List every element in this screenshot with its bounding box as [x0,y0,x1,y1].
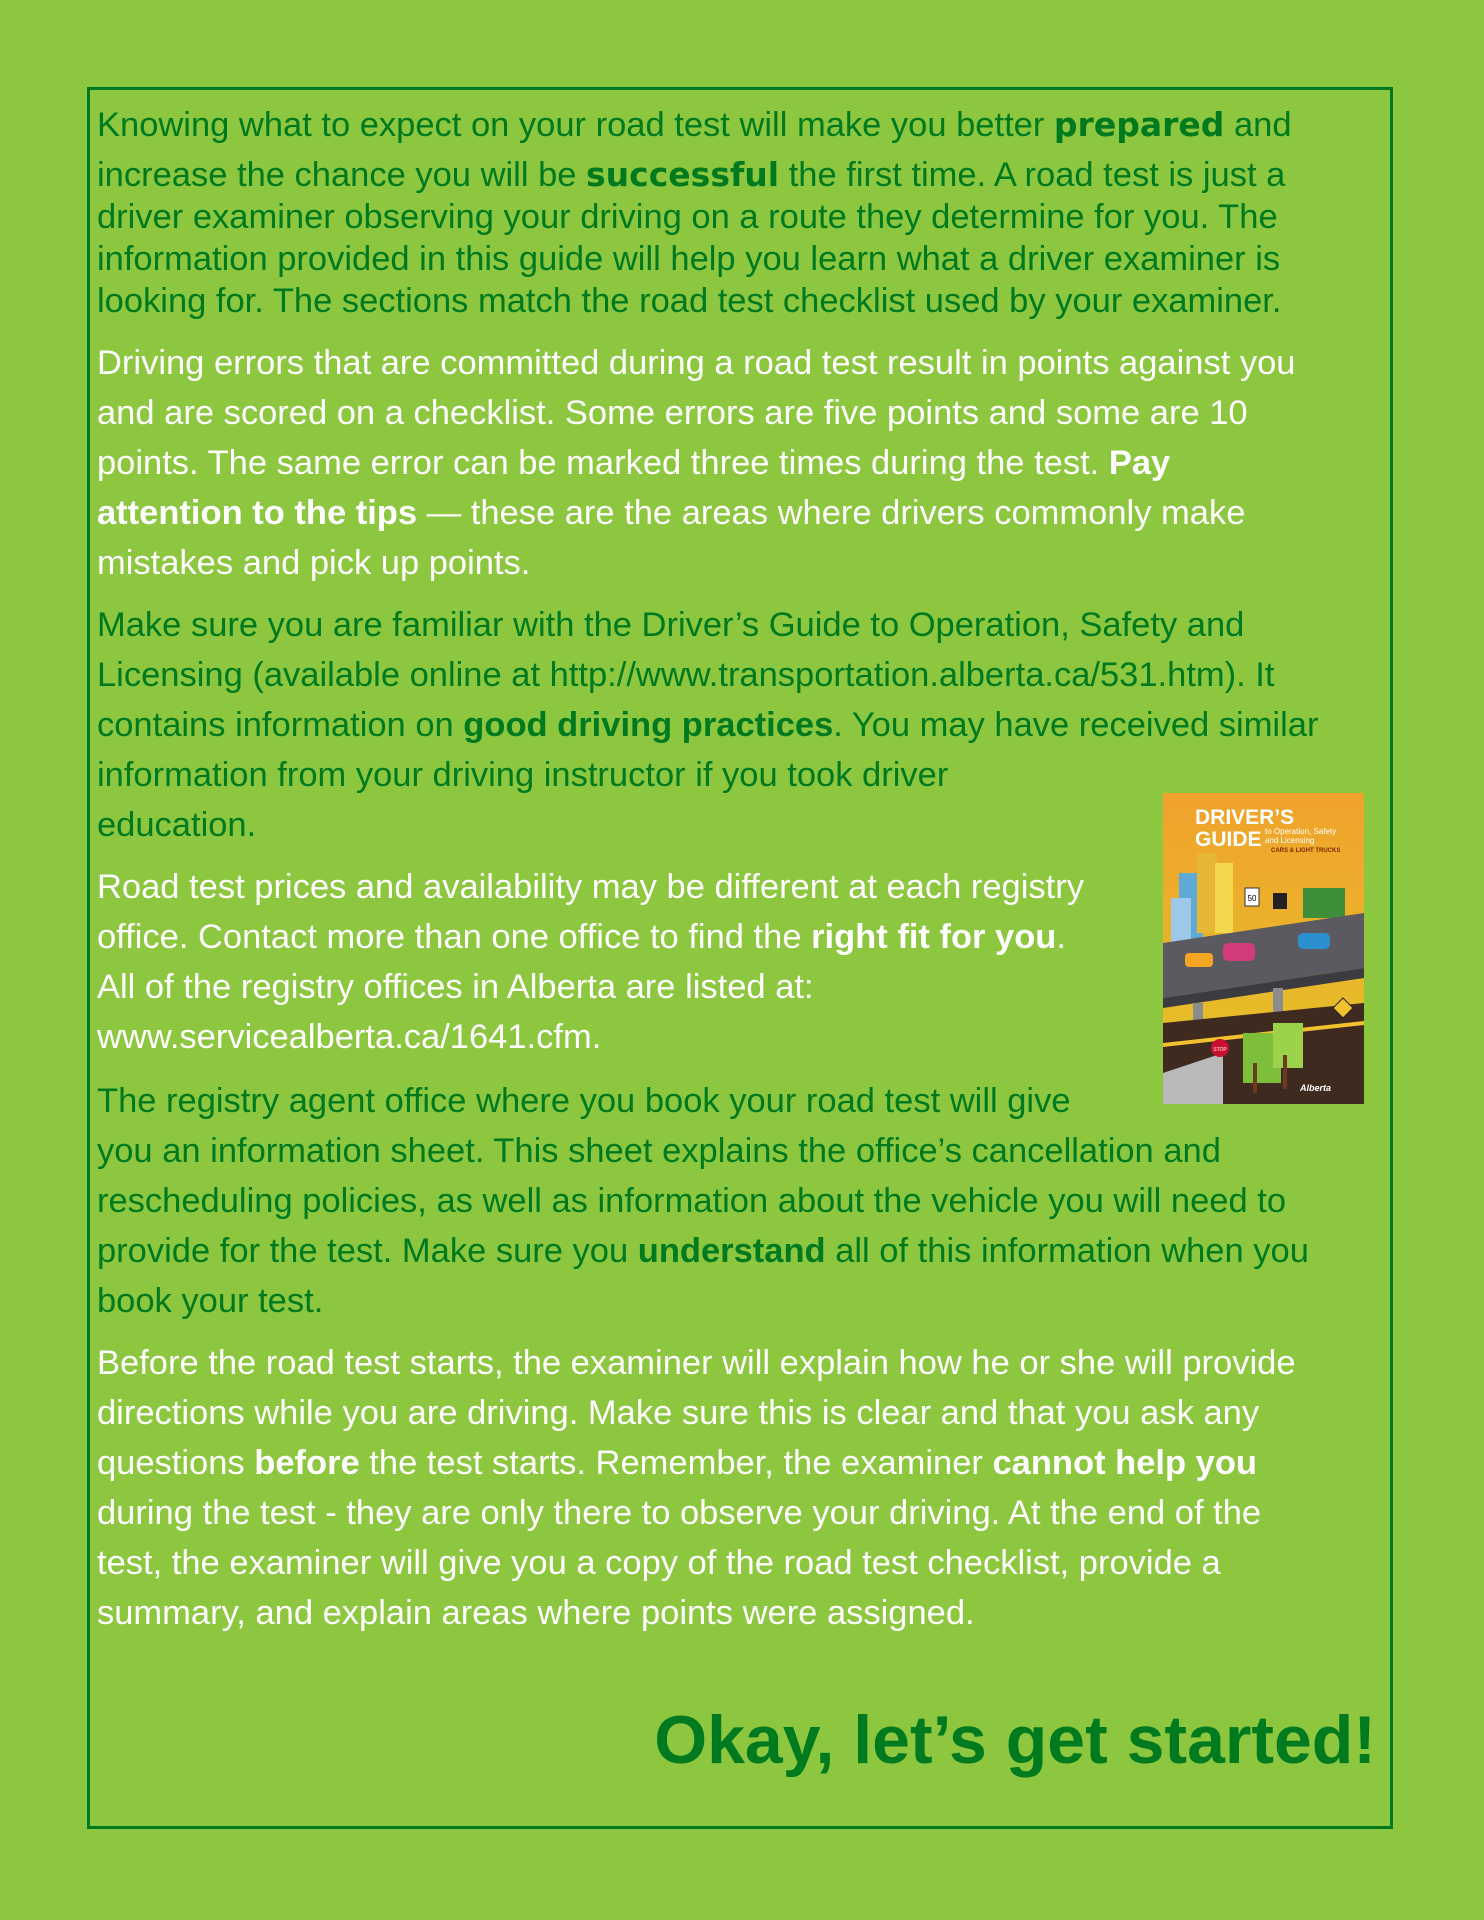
cover-tagline: CARS & LIGHT TRUCKS [1271,848,1341,854]
svg-text:50: 50 [1247,894,1257,903]
text-line: information from your driving instructor if you took driver [97,756,949,794]
svg-text:STOP: STOP [1213,1047,1227,1053]
paragraph-intro [97,100,1292,322]
text-line: rescheduling policies, as well as information about the vehicle you will need to [97,1182,1287,1220]
text-line: All of the registry offices in Alberta are listed at: [97,968,814,1006]
text-line: Road test prices and availability may be different at each registry [97,868,1084,906]
text-line: attention to the tips — these are the areas where drivers commonly make [97,494,1246,532]
paragraph-info-sheet [97,1076,1309,1326]
text-line: and are scored on a checklist. Some errors are five points and some are 10 [97,394,1248,432]
text-line: Driving errors that are committed during a road test result in points against you [97,344,1296,382]
text-line: education. [97,806,257,844]
text-line: office. Contact more than one office to find the right fit for you. [97,918,1066,956]
turn-sign-icon [1273,893,1287,909]
paragraph-test-day [97,1338,1296,1638]
text-line: contains information on good driving practices. You may have received similar [97,706,1319,744]
text-line: Make sure you are familiar with the Driver’s Guide to Operation, Safety and [97,606,1245,644]
cover-title: DRIVER’S GUIDE [1195,806,1295,851]
car-blue [1298,933,1330,949]
text-line: summary, and explain areas where points were assigned. [97,1594,975,1632]
text-line: mistakes and pick up points. [97,544,531,582]
text-line: book your test. [97,1282,324,1320]
text-line: driver examiner observing your driving on a route they determine for you. The [97,198,1278,236]
text-line: Knowing what to expect on your road test will make you better prepared and [97,105,1292,144]
car-orange [1185,953,1213,967]
paragraph-scoring [97,338,1296,588]
text-line: The registry agent office where you book your road test will give [97,1082,1071,1120]
text-line: www.servicealberta.ca/1641.cfm. [97,1018,602,1056]
closing-heading: Okay, let’s get started! [654,1702,1376,1778]
text-line: information provided in this guide will help you learn what a driver examiner is [97,240,1281,278]
highway-sign [1303,888,1345,918]
alberta-logo: Alberta [1300,1083,1332,1093]
text-line: during the test - they are only there to observe your driving. At the end of the [97,1494,1262,1532]
text-line: Before the road test starts, the examiner will explain how he or she will provide [97,1344,1296,1382]
paragraph-drivers-guide [97,600,1318,850]
text-line: test, the examiner will give you a copy of the road test checklist, provide a [97,1544,1221,1582]
car-pink [1223,943,1255,961]
text-line: questions before the test starts. Remember, the examiner cannot help you [97,1444,1257,1482]
text-line: provide for the test. Make sure you understand all of this information when you [97,1232,1309,1270]
text-line: looking for. The sections match the road test checklist used by your examiner. [97,282,1282,320]
text-line: you an information sheet. This sheet explains the office’s cancellation and [97,1132,1221,1170]
text-line: increase the chance you will be successful the first time. A road test is just a [97,155,1286,194]
drivers-guide-cover-image [1163,793,1364,1104]
text-line: Licensing (available online at http://www.transportation.alberta.ca/531.htm). It [97,656,1275,694]
text-line: directions while you are driving. Make sure this is clear and that you ask any [97,1394,1260,1432]
text-line: points. The same error can be marked three times during the test. Pay [97,444,1171,482]
paragraph-registry [97,862,1084,1062]
cover-subtitle: to Operation, Safety and Licensing [1265,827,1337,845]
